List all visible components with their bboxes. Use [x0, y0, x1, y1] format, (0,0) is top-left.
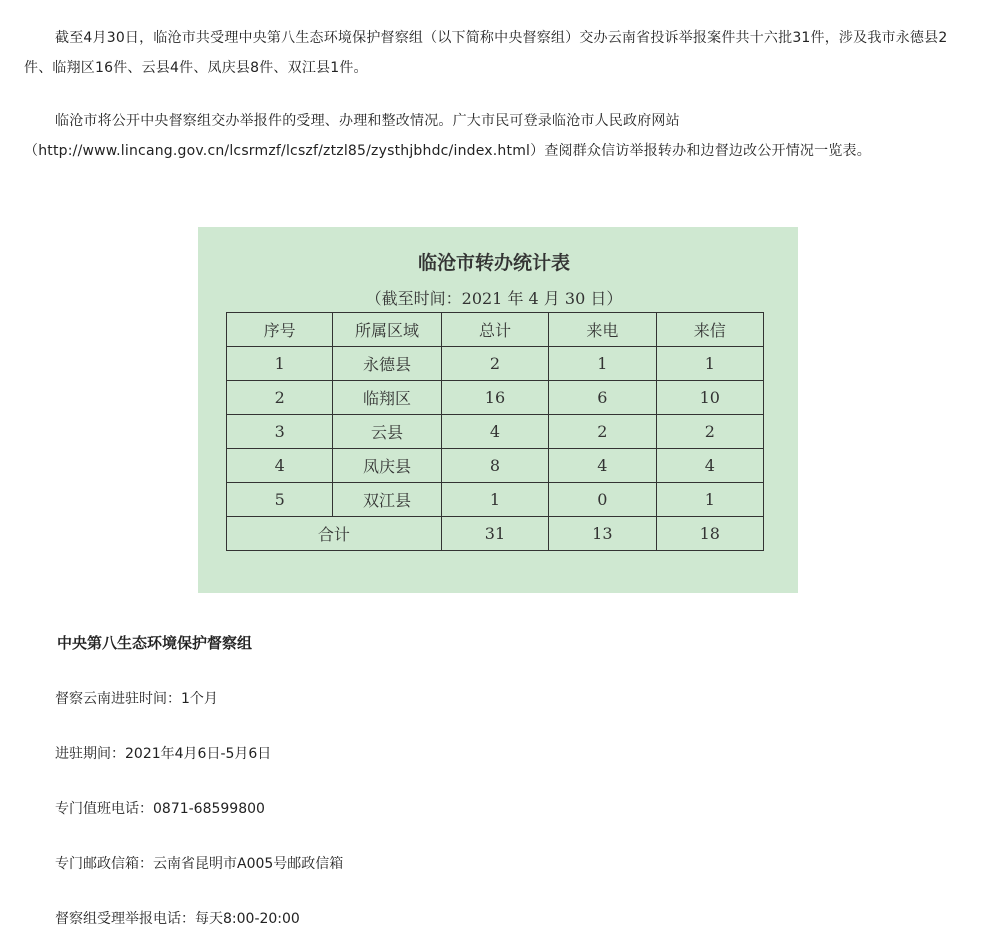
inspection-line-hotline: 专门值班电话：0871-68599800 [55, 801, 265, 817]
table-header-row [227, 313, 764, 347]
cell-letter: 2 [656, 415, 763, 449]
cell-index: 5 [227, 483, 333, 517]
table-row [227, 381, 764, 415]
cell-region: 永德县 [333, 347, 441, 381]
header-letter: 来信 [656, 313, 763, 347]
cell-total: 16 [441, 381, 548, 415]
intro-paragraph-1: 截至4月30日，临沧市共受理中央第八生态环境保护督察组（以下简称中央督察组）交办云南省投诉举报案件共十六批31件，涉及我市永德县2件、临翔区16件、云县4件、凤庆县8件、双江县1件。 [24, 30, 948, 76]
cell-region: 临翔区 [333, 381, 441, 415]
cell-region: 凤庆县 [333, 449, 441, 483]
total-letter: 18 [656, 517, 763, 551]
table-row [227, 449, 764, 483]
statistics-table [226, 312, 764, 551]
inspection-line-report-hours: 督察组受理举报电话：每天8:00-20:00 [55, 911, 300, 927]
inspection-line-mailbox: 专门邮政信箱：云南省昆明市A005号邮政信箱 [55, 856, 344, 872]
cell-phone: 2 [549, 415, 656, 449]
cell-region: 云县 [333, 415, 441, 449]
header-region: 所属区域 [333, 313, 441, 347]
cell-phone: 4 [549, 449, 656, 483]
total-label: 合计 [227, 517, 442, 551]
header-total: 总计 [441, 313, 548, 347]
figure-title: 临沧市转办统计表 [417, 252, 570, 274]
header-index: 序号 [227, 313, 333, 347]
cell-total: 2 [441, 347, 548, 381]
cell-letter: 1 [656, 483, 763, 517]
table-row [227, 347, 764, 381]
total-sum: 31 [441, 517, 548, 551]
cell-letter: 10 [656, 381, 763, 415]
cell-phone: 6 [549, 381, 656, 415]
inspection-heading: 中央第八生态环境保护督察组 [57, 634, 253, 652]
cell-total: 8 [441, 449, 548, 483]
table-row [227, 483, 764, 517]
cell-index: 4 [227, 449, 333, 483]
header-phone: 来电 [549, 313, 656, 347]
cell-index: 3 [227, 415, 333, 449]
intro-paragraph-2: 临沧市将公开中央督察组交办举报件的受理、办理和整改情况。广大市民可登录临沧市人民政府网站（http://www.lincang.gov.cn/lcsrmzf/lcszf/ztzl85/zysthjbhdc/index.html）查阅群众信访举报转办和边督边改公开情况一览表。 [24, 113, 871, 159]
cell-index: 1 [227, 347, 333, 381]
cell-letter: 1 [656, 347, 763, 381]
cell-phone: 0 [549, 483, 656, 517]
table-row [227, 415, 764, 449]
cell-total: 4 [441, 415, 548, 449]
cell-region: 双江县 [333, 483, 441, 517]
figure-subtitle: （截至时间：2021 年 4 月 30 日） [365, 289, 623, 308]
inspection-line-duration: 督察云南进驻时间：1个月 [55, 691, 218, 707]
total-phone: 13 [549, 517, 656, 551]
cell-total: 1 [441, 483, 548, 517]
cell-phone: 1 [549, 347, 656, 381]
inspection-line-period: 进驻期间：2021年4月6日-5月6日 [55, 746, 272, 762]
table-total-row [227, 517, 764, 551]
cell-letter: 4 [656, 449, 763, 483]
cell-index: 2 [227, 381, 333, 415]
